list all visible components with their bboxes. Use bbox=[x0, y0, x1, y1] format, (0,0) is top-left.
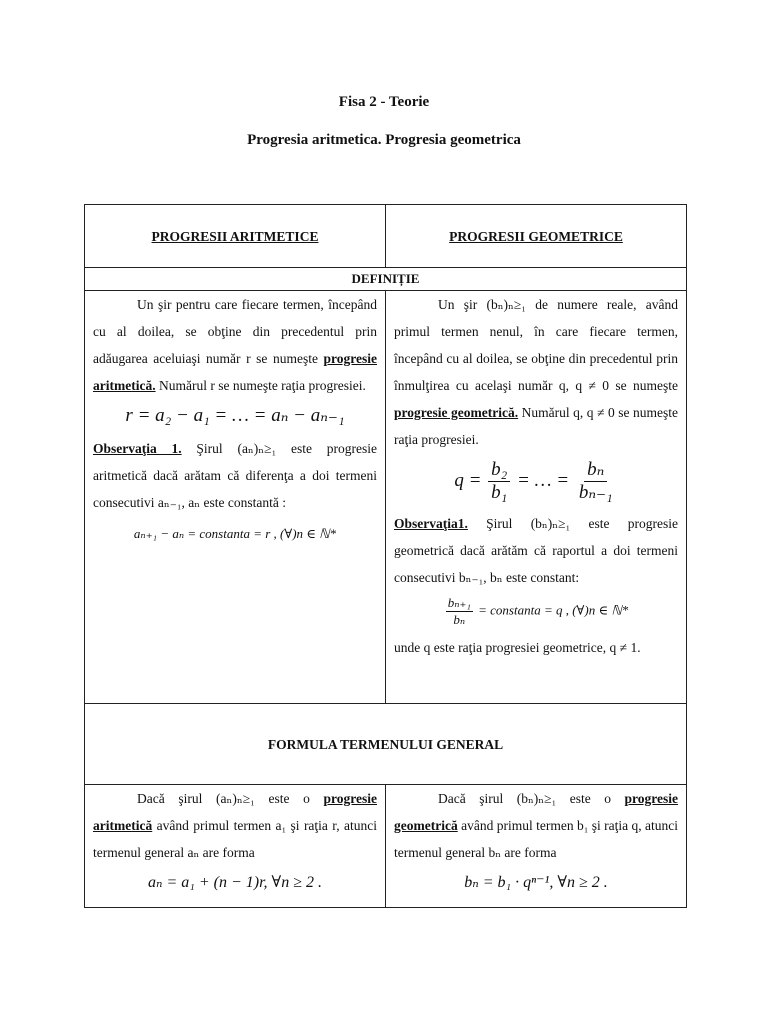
arithmetic-definition: Un şir pentru care fiecare termen, începând cu al doilea, se obţine din precedentul prin adăugarea aceluiaşi număr r se numeşte progresie aritmetică. Numărul r se numeşte raţia progresiei. bbox=[93, 297, 377, 393]
header-geometric: PROGRESII GEOMETRICE bbox=[386, 205, 687, 268]
geometric-observation-formula: $\frac{\text{bₙ₊₁}}{\text{bₙ}}$ = constanta = q , (∀)n ∈ ℕ* bbox=[447, 595, 629, 627]
term-progresie-geometrica: progresie geometrică. bbox=[394, 405, 519, 420]
section-formula: FORMULA TERMENULUI GENERAL bbox=[85, 704, 687, 785]
arithmetic-general-text: Dacă şirul (aₙ)ₙ≥₁ este o progresie aritmetică având primul termen a₁ şi raţia r, atunci termenul general aₙ are forma bbox=[93, 791, 378, 860]
geometric-general-cell bbox=[386, 785, 687, 908]
arithmetic-general-cell bbox=[85, 785, 386, 908]
arithmetic-observation-formula: aₙ₊₁ − aₙ = constanta = r , (∀)n ∈ ℕ* bbox=[133, 526, 337, 541]
geometric-general-formula: bₙ = b₁ · qⁿ⁻¹, ∀n ≥ 2 . bbox=[464, 874, 608, 891]
arithmetic-general-formula: aₙ = a₁ + (n − 1)r, ∀n ≥ 2 . bbox=[148, 874, 322, 891]
page-subtitle: Progresia aritmetica. Progresia geometrica bbox=[247, 132, 521, 148]
geometric-ratio-formula: q = $\frac{\text{b₂}}{\text{b₁}}$ = … = $\frac{\text{bₙ}}{\text{bₙ₋₁}}$ bbox=[454, 459, 613, 503]
arithmetic-ratio-formula: r = a₂ − a₁ = … = aₙ − aₙ₋₁ bbox=[125, 405, 345, 426]
arithmetic-observation-label: Observaţia 1. bbox=[93, 441, 182, 456]
term-progresie-aritmetica-2: progresie aritmetică bbox=[93, 791, 377, 833]
geometric-observation-label: Observaţia1. bbox=[394, 516, 468, 531]
theory-table bbox=[84, 204, 687, 908]
geometric-definition: Un şir (bₙ)ₙ≥₁ de numere reale, având primul termen nenul, în care fiecare termen, începând cu al doilea, se obţine din precedentul prin înmulţirea cu acelaşi număr q, q ≠ 0 se numeşte progresie geometrică. Numărul q, q ≠ 0 se numeşte raţia progresiei. bbox=[394, 297, 679, 447]
geometric-definition-cell bbox=[386, 291, 687, 704]
section-definitie: DEFINIȚIE bbox=[85, 268, 687, 291]
term-progresie-geometrica-2: progresie geometrică bbox=[394, 791, 678, 833]
arithmetic-definition-cell bbox=[85, 291, 386, 704]
page-title: Fisa 2 - Teorie bbox=[338, 94, 430, 110]
header-arithmetic: PROGRESII ARITMETICE bbox=[85, 205, 386, 268]
arithmetic-observation: Observaţia 1. Şirul (aₙ)ₙ≥₁ este progresie aritmetică dacă arătam că diferenţa a doi termeni consecutivi aₙ₋₁, aₙ este constantă : bbox=[93, 441, 377, 510]
term-progresie-aritmetica: progresie aritmetică. bbox=[93, 351, 377, 393]
geometric-observation: Observaţia1. Şirul (bₙ)ₙ≥₁ este progresie geometrică dacă arătăm că raportul a doi termeni consecutivi bₙ₋₁, bₙ este constant: bbox=[394, 516, 678, 585]
geometric-observation-note: unde q este raţia progresiei geometrice, q ≠ 1. bbox=[394, 640, 641, 655]
geometric-general-text: Dacă şirul (bₙ)ₙ≥₁ este o progresie geometrică având primul termen b₁ şi raţia q, atunci termenul general bₙ are forma bbox=[394, 791, 679, 860]
